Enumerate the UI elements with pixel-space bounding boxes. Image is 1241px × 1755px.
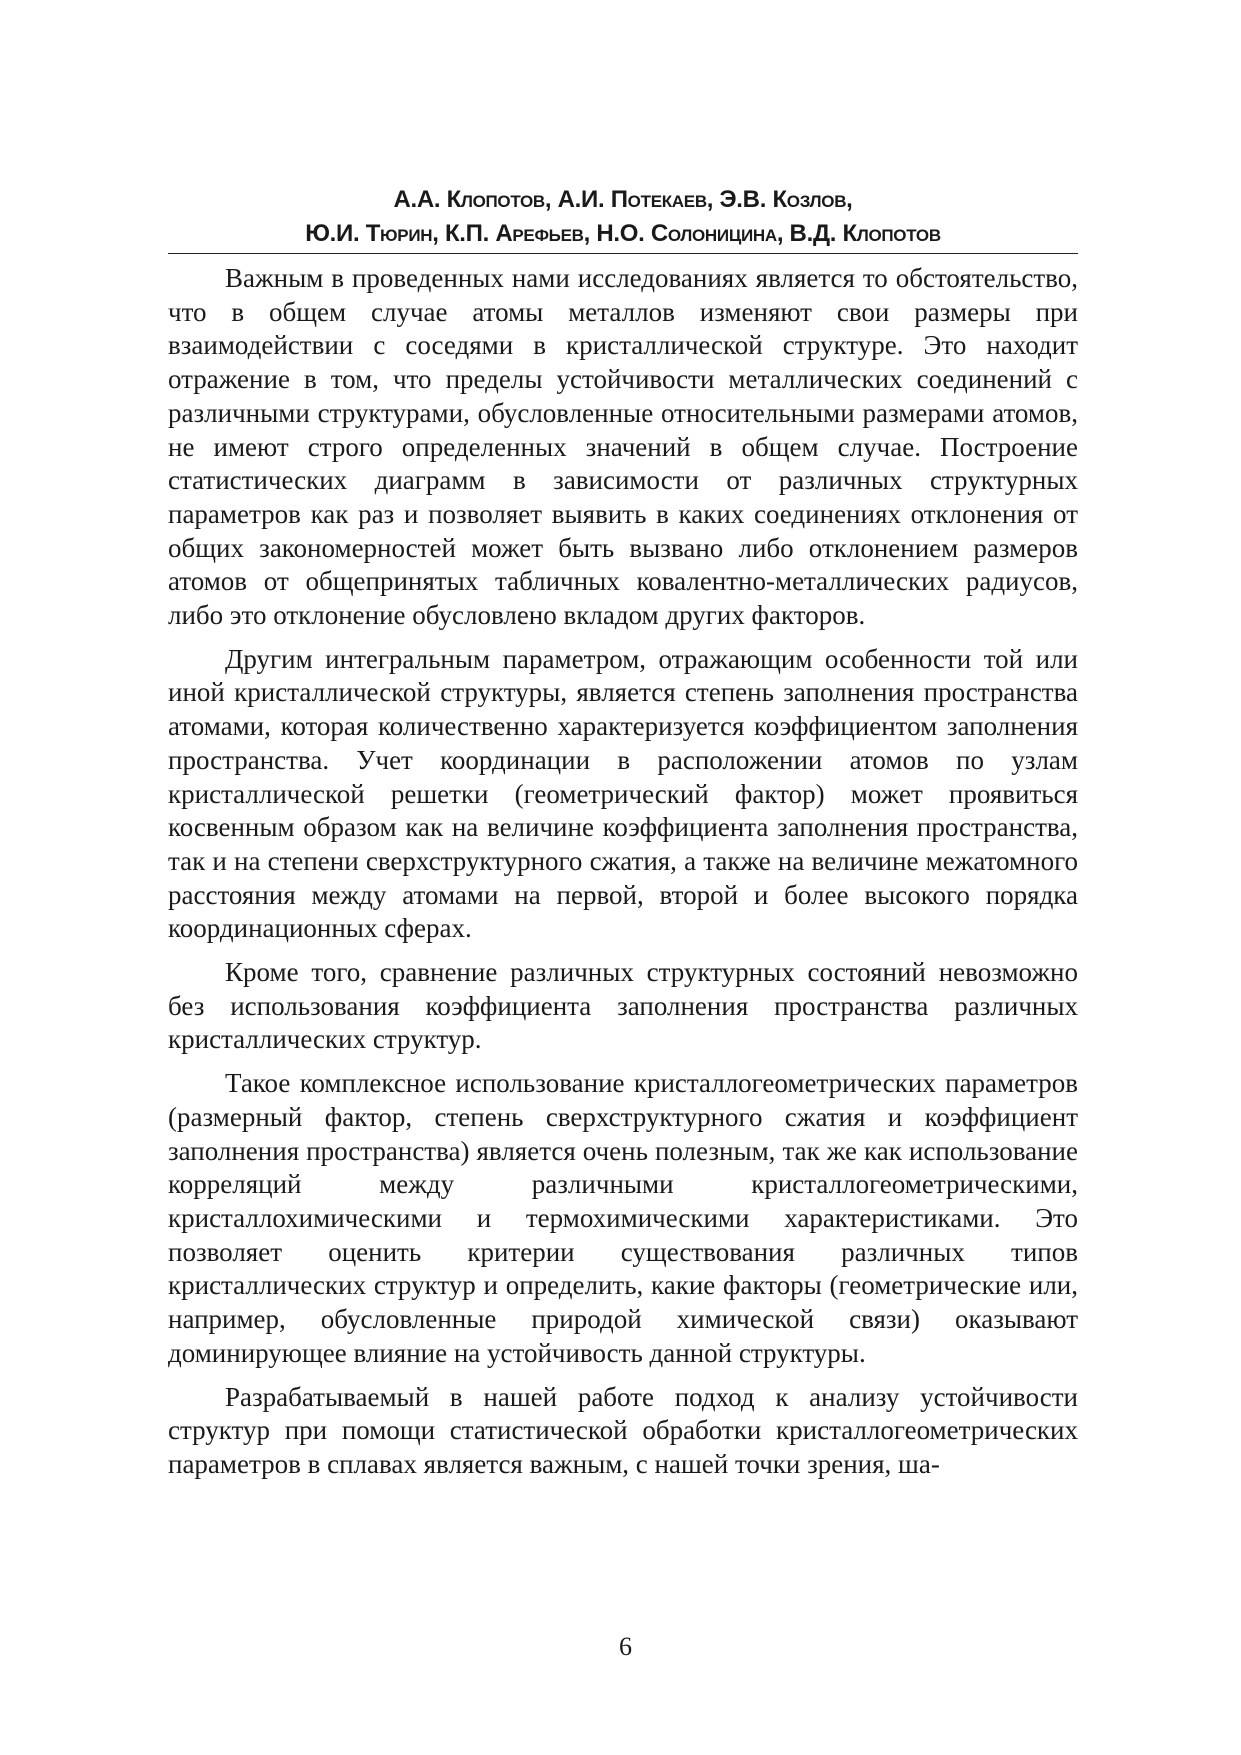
paragraph-4: Такое комплексное использование кристаллогеометрических параметров (размерный фактор, степень сверхструктурного сжатия и коэффициент заполнения пространства) является очень полезным, так же как использование корреляций между различными кристаллогеометрическими, кристаллохимическими и термохимическими характеристиками. Это позволяет оценить критерии существования различных типов кристаллических структур и определить, какие факторы (геометрические или, например, обусловленные природой химической связи) оказывают доминирующее влияние на устойчивость данной структуры. (168, 1068, 1078, 1368)
paragraph-1: Важным в проведенных нами исследованиях является то обстоятельство, что в общем случае атомы металлов изменяют свои размеры при взаимодействии с соседями в кристаллической структуре. Это находит отражение в том, что пределы устойчивости металлических соединений с различными структурами, обусловленные относительными размерами атомов, не имеют строго определенных значений в общем случае. Построение статистических диаграмм в зависимости от различных структурных параметров как раз и позволяет выявить в каких соединениях отклонения от общих закономерностей может быть вызвано либо отклонением размеров атомов от общепринятых табличных ковалентно-металлических радиусов, либо это отклонение обусловлено вкладом других факторов. (168, 263, 1078, 631)
paragraph-2: Другим интегральным параметром, отражающим особенности той или иной кристаллической структуры, является степень заполнения пространства атомами, которая количественно характеризуется коэффициентом заполнения пространства. Учет координации в расположении атомов по узлам кристаллической решетки (геометрический фактор) может проявиться косвенным образом как на величине коэффициента заполнения пространства, так и на степени сверхструктурного сжатия, а также на величине межатомного расстояния между атомами на первой, второй и более высокого порядка координационных сферах. (168, 643, 1078, 944)
paragraph-5: Разрабатываемый в нашей работе подход к анализу устойчивости структур при помощи статистической обработки кристаллогеометрических параметров в сплавах является важным, с нашей точки зрения, ша- (168, 1381, 1078, 1479)
running-header (168, 183, 1078, 251)
paragraph-3: Кроме того, сравнение различных структурных состояний невозможно без использования коэффициента заполнения пространства различных кристаллических структур. (168, 957, 1078, 1055)
header-divider (168, 253, 1078, 254)
header-authors-line-2: Ю.И. Тюрин, К.П. Арефьев, Н.О. Солоницина, В.Д. Клопотов (305, 220, 941, 247)
header-authors-line-1: А.А. Клопотов, А.И. Потекаев, Э.В. Козлов, (393, 186, 853, 213)
body-text (168, 262, 1078, 1492)
page-number: 6 (619, 1632, 632, 1661)
